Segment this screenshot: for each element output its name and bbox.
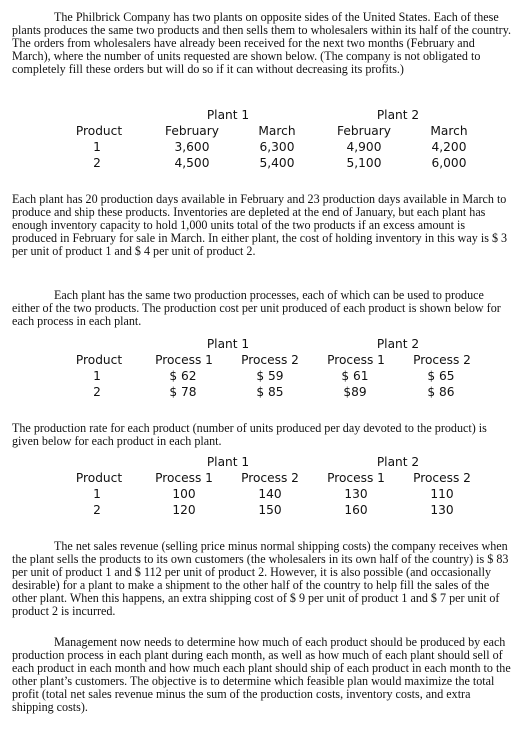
objective-paragraph: Management now needs to determine how much of each product should be produced by each production process in each plant during each month, as well as how much of each plant should sell of each product in each month and how much each plant should ship of each product in each month to the other plant’s customers. The objective is to determine which feasible plan would maximize the total profit (total net sales revenue minus the sum of the production costs, inventory costs, and extra shipping costs). — [12, 635, 511, 714]
table-cell: 130 — [344, 487, 368, 501]
column-header: Process 1 — [327, 353, 385, 367]
table-cell: $ 86 — [427, 385, 455, 399]
group-header: Plant 2 — [376, 108, 420, 122]
table-cell: $ 78 — [169, 385, 197, 399]
table-cell: $ 65 — [427, 369, 455, 383]
column-header: Process 1 — [327, 471, 385, 485]
column-header: Process 2 — [413, 353, 471, 367]
table-group-row — [0, 107, 517, 123]
table-cell: 5,100 — [346, 156, 382, 170]
table-row — [0, 486, 517, 502]
table-cell: 1 — [93, 487, 101, 501]
column-header: Process 1 — [155, 471, 213, 485]
table-cell: 150 — [258, 503, 282, 517]
table-header-row — [0, 470, 517, 486]
table-cell: $ 61 — [341, 369, 369, 383]
table-cell: 4,200 — [431, 140, 467, 154]
table-row — [0, 502, 517, 518]
rate-table — [0, 454, 517, 518]
table-cell: 110 — [430, 487, 454, 501]
table-cell: 100 — [172, 487, 196, 501]
table-cell: 6,000 — [431, 156, 467, 170]
group-header: Plant 2 — [376, 455, 420, 469]
table-group-row — [0, 336, 517, 352]
group-header: Plant 1 — [206, 337, 250, 351]
table-cell: 4,900 — [346, 140, 382, 154]
table-cell: 6,300 — [259, 140, 295, 154]
table-cell: 140 — [258, 487, 282, 501]
table-cell: 2 — [93, 503, 101, 517]
table-cell: $ 85 — [256, 385, 284, 399]
rate-paragraph: The production rate for each product (number of units produced per day devoted to the product) is given below for each product in each plant. — [12, 421, 487, 448]
column-header: February — [336, 124, 392, 138]
table-header-row — [0, 352, 517, 368]
table-cell: 1 — [93, 140, 101, 154]
capacity-paragraph: Each plant has 20 production days available in February and 23 production days available in March to produce and ship these products. Inventories are depleted at the end of January, but each plant has enough inventory capacity to hold 1,000 units total of the two products if an excess amount is produced in February for sale in March. In either plant, the cost of holding inventory in this way is $ 3 per unit of product 1 and $ 4 per unit of product 2. — [12, 192, 508, 258]
table-cell: $ 59 — [256, 369, 284, 383]
column-header: Product — [75, 353, 123, 367]
table-cell: 120 — [172, 503, 196, 517]
process-paragraph: Each plant has the same two production processes, each of which can be used to produce either of the two products. The production cost per unit produced of each product is shown below for each process in each plant. — [12, 288, 501, 328]
column-header: March — [430, 124, 468, 138]
table-row — [0, 155, 517, 171]
group-header: Plant 2 — [376, 337, 420, 351]
table-group-row — [0, 454, 517, 470]
table-cell: $ 62 — [169, 369, 197, 383]
table-cell: 5,400 — [259, 156, 295, 170]
table-cell: 2 — [93, 156, 101, 170]
column-header: Process 2 — [241, 353, 299, 367]
column-header: March — [258, 124, 296, 138]
group-header: Plant 1 — [206, 455, 250, 469]
orders-table — [0, 107, 517, 171]
column-header: Process 1 — [155, 353, 213, 367]
table-cell: 2 — [93, 385, 101, 399]
table-row — [0, 384, 517, 400]
column-header: Product — [75, 124, 123, 138]
table-cell: 3,600 — [174, 140, 210, 154]
table-row — [0, 139, 517, 155]
table-cell: 4,500 — [174, 156, 210, 170]
table-row — [0, 368, 517, 384]
column-header: Process 2 — [241, 471, 299, 485]
column-header: Product — [75, 471, 123, 485]
table-header-row — [0, 123, 517, 139]
column-header: February — [164, 124, 220, 138]
revenue-paragraph: The net sales revenue (selling price minus normal shipping costs) the company receives when the plant sells the products to its own customers (the wholesalers in its own half of the country) is $ 83 per unit of product 1 and $ 112 per unit of product 2. However, it is also possible (and occasionally desirable) for a plant to make a shipment to the other half of the country to help fill the sales of the other plant. When this happens, an extra shipping cost of $ 9 per unit of product 1 and $ 7 per unit of product 2 is incurred. — [12, 539, 509, 618]
table-cell: $89 — [343, 385, 367, 399]
intro-paragraph: The Philbrick Company has two plants on opposite sides of the United States. Each of these plants produces the same two products and then sells them to wholesalers within its half of the country. The orders from wholesalers have already been received for the next two months (February and March), where the number of units requested are shown below. (The company is not obligated to completely fill these orders but will do so if it can without decreasing its profits.) — [12, 10, 511, 76]
table-cell: 160 — [344, 503, 368, 517]
group-header: Plant 1 — [206, 108, 250, 122]
column-header: Process 2 — [413, 471, 471, 485]
cost-table — [0, 336, 517, 400]
table-cell: 130 — [430, 503, 454, 517]
table-cell: 1 — [93, 369, 101, 383]
